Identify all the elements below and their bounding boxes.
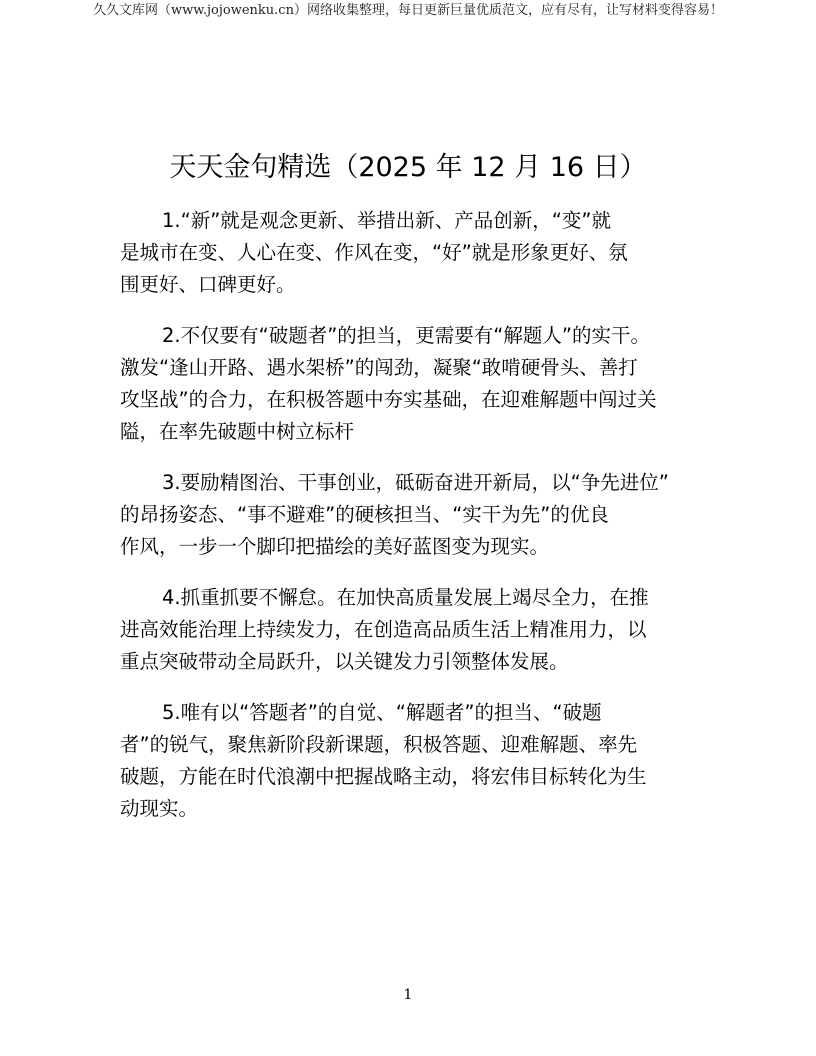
paragraph-line: 作风，一步一个脚印把描绘的美好蓝图变为现实。 bbox=[120, 535, 550, 558]
paragraph-1 bbox=[120, 205, 720, 301]
paragraph-line: 4.抓重抓要不懈怠。在加快高质量发展上竭尽全力，在推 bbox=[162, 586, 649, 609]
paragraph-line: 攻坚战”的合力，在积极答题中夯实基础，在迎难解题中闯过关 bbox=[120, 388, 657, 411]
paragraph-line: 是城市在变、人心在变、作风在变，“好”就是形象更好、氛 bbox=[120, 241, 628, 264]
header-banner: 久久文库网（www.jojowenku.cn）网络收集整理，每日更新巨量优质范文，应有尽有，让写材料变得容易！ bbox=[93, 3, 723, 18]
paragraph-line: 2.不仅要有“破题者”的担当，更需要有“解题人”的实干。 bbox=[162, 324, 651, 347]
paragraph-2 bbox=[120, 320, 720, 448]
paragraph-line: 进高效能治理上持续发力，在创造高品质生活上精准用力，以 bbox=[120, 618, 647, 641]
paragraph-line: 激发“逢山开路、遇水架桥”的闯劲，凝聚“敢啃硬骨头、善打 bbox=[120, 356, 638, 379]
paragraph-line: 3.要励精图治、干事创业，砥砺奋进开新局，以“争先进位” bbox=[162, 471, 669, 494]
paragraph-line: 隘，在率先破题中树立标杆 bbox=[120, 420, 355, 443]
paragraph-line: 围更好、口碑更好。 bbox=[120, 273, 296, 296]
paragraph-line: 的昂扬姿态、“事不避难”的硬核担当、“实干为先”的优良 bbox=[120, 503, 609, 526]
paragraph-line: 破题，方能在时代浪潮中把握战略主动，将宏伟目标转化为生 bbox=[120, 765, 647, 788]
paragraph-3 bbox=[120, 467, 720, 563]
paragraph-line: 者”的锐气，聚焦新阶段新课题，积极答题、迎难解题、率先 bbox=[120, 733, 638, 756]
paragraph-line: 1.“新”就是观念更新、举措出新、产品创新，“变”就 bbox=[162, 209, 612, 232]
paragraph-5 bbox=[120, 697, 720, 825]
article-body bbox=[120, 205, 720, 844]
document-title: 天天金句精选（2025 年 12 月 16 日） bbox=[169, 152, 647, 183]
page-number: 1 bbox=[403, 987, 413, 1003]
paragraph-4 bbox=[120, 582, 720, 678]
paragraph-line: 动现实。 bbox=[120, 797, 199, 820]
paragraph-line: 5.唯有以“答题者”的自觉、“解题者”的担当、“破题 bbox=[162, 701, 602, 724]
paragraph-line: 重点突破带动全局跃升，以关键发力引领整体发展。 bbox=[120, 650, 569, 673]
